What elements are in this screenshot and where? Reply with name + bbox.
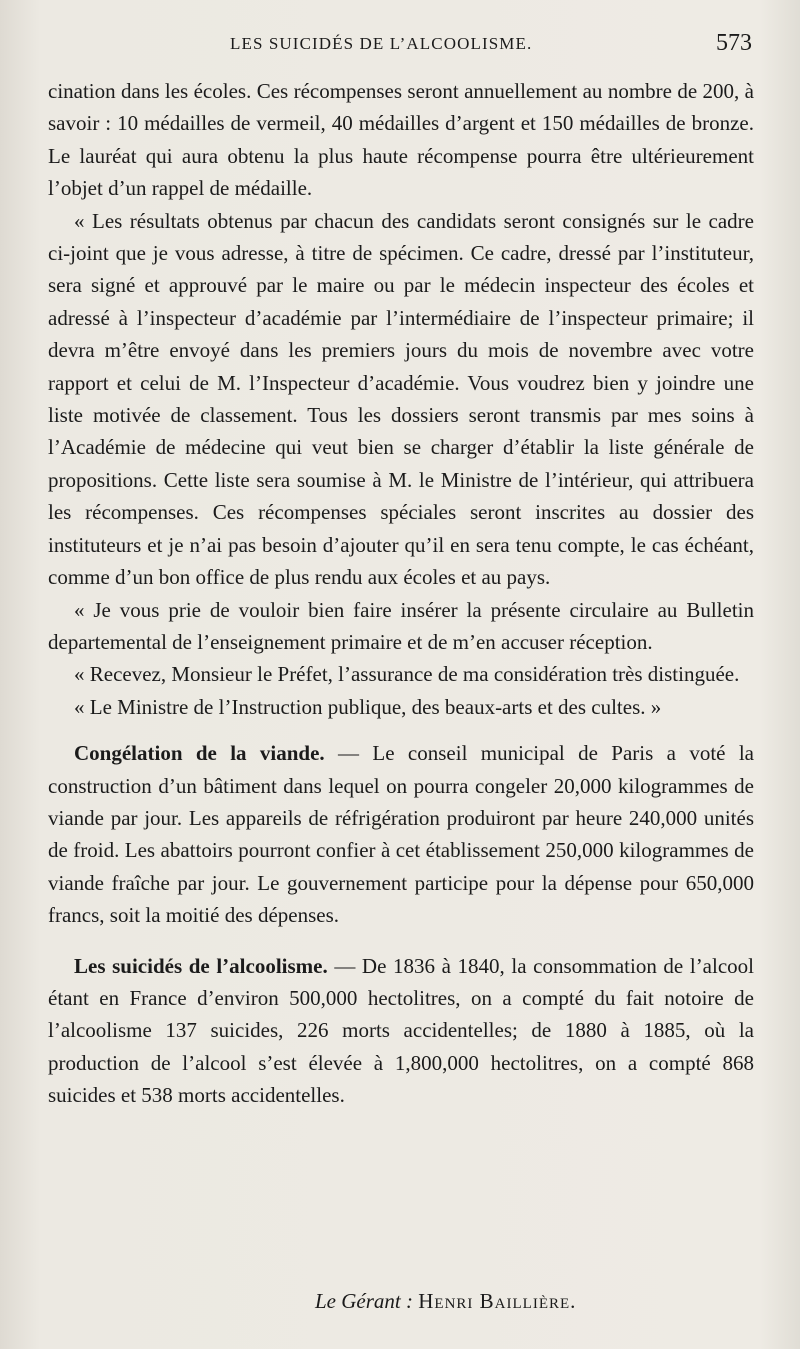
signature-role: Le Gérant : bbox=[315, 1289, 413, 1313]
paragraph: « Les résultats obtenus par chacun des candidats seront consignés sur le cadre ci-joint que je vous adresse, à titre de spécimen. Ce cadre, dressé par l’instituteur, sera signé et approuvé par le maire ou par le médecin inspecteur des écoles et adressé à l’inspecteur d’académie par l’intermédiaire de l’inspecteur primaire; il devra m’être envoyé dans les premiers jours du mois de novembre avec votre rapport et celui de M. l’Inspecteur d’académie. Vous voudrez bien y joindre une liste motivée de classement. Tous les dossiers seront transmis par mes soins à l’Académie de médecine qui veut bien se charger d’établir la liste générale de propositions. Cette liste sera soumise à M. le Ministre de l’intérieur, qui attribuera les récompenses. Ces récompenses spéciales seront inscrites au dossier des instituteurs et je n’ai pas besoin d’ajouter qu’il en sera tenu compte, le cas échéant, comme d’un bon office de plus rendu aux écoles et au pays. bbox=[48, 208, 754, 590]
section-title: Congélation de la viande. bbox=[74, 741, 325, 766]
running-head: LES SUICIDÉS DE L’ALCOOLISME. bbox=[230, 34, 533, 53]
paragraph: cination dans les écoles. Ces récompenses seront annuellement au nombre de 200, à savoir : 10 médailles de vermeil, 40 médailles d’argent et 150 médailles de bronze. Le lauréat qui aura obtenu la plus haute récompense pourra être ultérieurement l’objet d’un rappel de médaille. bbox=[48, 79, 754, 201]
signature-line bbox=[315, 1289, 576, 1314]
section-title: Les suicidés de l’alcoolisme. bbox=[74, 953, 328, 978]
paragraph: « Recevez, Monsieur le Préfet, l’assurance de ma considération très distinguée. bbox=[74, 662, 740, 687]
section-text: — Le conseil municipal de Paris a voté la construction d’un bâtiment dans lequel on pourra congeler 20,000 kilogrammes de viande par jour. Les appareils de réfrigération produiront par heure 240,000 unités de froid. Les abattoirs pourront confier à cet établissement 250,000 kilogrammes de viande fraîche par jour. Le gouvernement participe pour la dépense pour 650,000 francs, soit la moitié des dépenses. bbox=[48, 741, 754, 928]
page-body bbox=[48, 75, 754, 1112]
section-text: — De 1836 à 1840, la consommation de l’alcool étant en France d’environ 500,000 hectolitres, on a compté du fait notoire de l’alcoolisme 137 suicides, 226 morts accidentelles; de 1880 à 1885, où la production de l’alcool s’est élevée à 1,800,000 hectolitres, on a compté 868 suicides et 538 morts accidentelles. bbox=[48, 953, 754, 1108]
section-paragraph bbox=[48, 737, 754, 931]
paragraph: « Le Ministre de l’Instruction publique, des beaux-arts et des cultes. » bbox=[74, 694, 662, 719]
signature-name: Henri Baillière. bbox=[418, 1289, 577, 1313]
paragraph: « Je vous prie de vouloir bien faire insérer la présente circulaire au Bulletin departemental de l’enseignement primaire et de m’en accuser réception. bbox=[48, 597, 754, 654]
page-number: 573 bbox=[716, 30, 752, 56]
page-header bbox=[48, 30, 756, 64]
section-paragraph bbox=[48, 950, 754, 1112]
